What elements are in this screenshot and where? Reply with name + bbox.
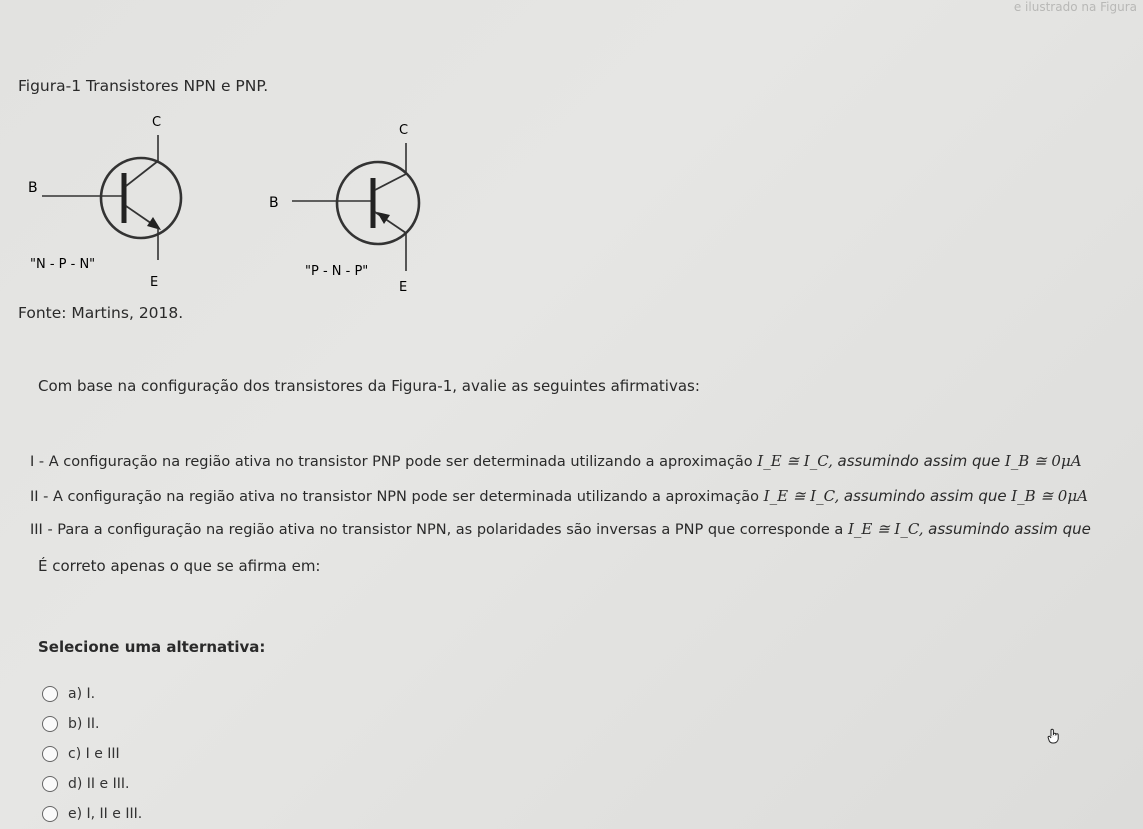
statement-1 xyxy=(30,452,1082,470)
option-c[interactable] xyxy=(42,739,142,769)
statement-math: I_E ≅ I_C, xyxy=(847,520,924,538)
option-label[interactable]: e) I, II e III. xyxy=(68,806,143,822)
hand-cursor-icon xyxy=(1047,728,1061,744)
npn-type-label: "N - P - N" xyxy=(30,257,96,272)
option-label[interactable]: c) I e III xyxy=(68,746,120,762)
statement-tail: assumindo assim que xyxy=(928,520,1091,538)
pnp-emitter-arrow xyxy=(377,212,390,224)
statement-tail: assumindo assim que xyxy=(837,452,1001,470)
npn-circle xyxy=(101,158,181,238)
statement-math: I_E ≅ I_C, xyxy=(757,452,833,470)
npn-label-e: E xyxy=(150,275,159,290)
statement-text: III - Para a configuração na região ativa no transistor NPN, as polaridades são inversas a PNP que corresponde a xyxy=(30,522,844,538)
option-label[interactable]: a) I. xyxy=(68,686,96,702)
statement-condition: I_B ≅ 0μA xyxy=(1011,487,1088,505)
radio-button[interactable] xyxy=(42,716,58,732)
select-label: Selecione uma alternativa: xyxy=(38,638,266,656)
pnp-collector-line xyxy=(375,174,406,190)
npn-emitter-arrow xyxy=(147,217,161,230)
correct-prompt: É correto apenas o que se afirma em: xyxy=(38,557,321,575)
figure-source: Fonte: Martins, 2018. xyxy=(18,304,184,322)
option-a[interactable] xyxy=(42,679,142,709)
radio-button[interactable] xyxy=(42,686,58,702)
statement-2 xyxy=(30,487,1088,505)
npn-label-c: C xyxy=(152,115,162,130)
statement-math: I_E ≅ I_C, xyxy=(763,487,840,505)
npn-collector-line xyxy=(126,161,158,186)
pnp-circle xyxy=(337,162,419,244)
statement-text: I - A configuração na região ativa no transistor PNP pode ser determinada utilizando a aproximação xyxy=(30,454,753,470)
statement-text: II - A configuração na região ativa no transistor NPN pode ser determinada utilizando a aproximação xyxy=(30,489,760,505)
statement-condition: I_B ≅ 0μA xyxy=(1004,452,1082,470)
npn-transistor-diagram xyxy=(25,110,185,295)
option-b[interactable] xyxy=(42,709,142,739)
option-label[interactable]: b) II. xyxy=(68,716,100,732)
statement-3 xyxy=(30,520,1091,538)
figure-caption: Figura-1 Transistores NPN e PNP. xyxy=(18,77,269,95)
pnp-type-label: "P - N - P" xyxy=(305,264,369,279)
answer-options xyxy=(42,679,142,829)
pnp-label-b: B xyxy=(269,195,279,211)
pnp-label-c: C xyxy=(399,123,409,138)
radio-button[interactable] xyxy=(42,776,58,792)
background-ghost-text: e ilustrado na Figura xyxy=(1013,0,1137,14)
pnp-label-e: E xyxy=(399,280,408,295)
question-intro: Com base na configuração dos transistores da Figura-1, avalie as seguintes afirmativas: xyxy=(38,377,700,395)
option-label[interactable]: d) II e III. xyxy=(68,776,130,792)
pnp-transistor-diagram xyxy=(265,118,430,303)
radio-button[interactable] xyxy=(42,746,58,762)
npn-label-b: B xyxy=(28,180,38,196)
option-d[interactable] xyxy=(42,769,142,799)
statement-tail: assumindo assim que xyxy=(843,487,1007,505)
radio-button[interactable] xyxy=(42,806,58,822)
option-e[interactable] xyxy=(42,799,142,829)
